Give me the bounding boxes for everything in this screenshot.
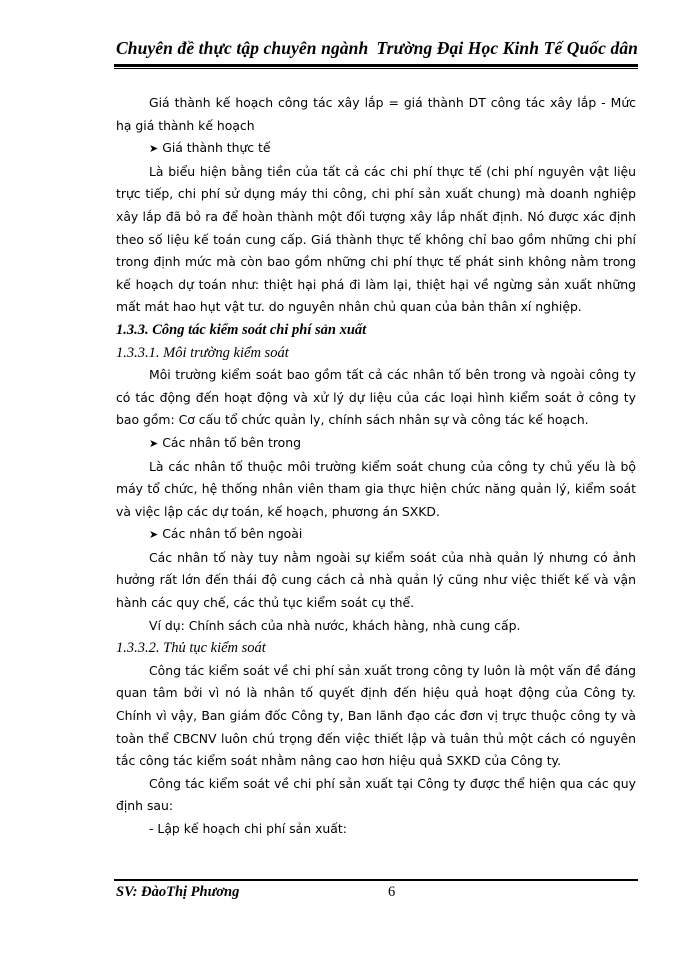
paragraph-external-factors: Các nhân tố này tuy nằm ngoài sự kiểm soát của nhà quản lý nhưng có ảnh hưởng rất lớn đến thái độ cung cách cả nhà quản lý cũng như việc thiết kế và vận hành các quy chế, các thủ tục kiểm soát cụ thể. [116, 549, 636, 611]
bullet-label: Các nhân tố bên ngoài [162, 526, 303, 542]
header-rule-thin [114, 68, 638, 69]
subsection-heading-control-environment: 1.3.3.1. Môi trường kiểm soát [116, 344, 289, 361]
arrow-bullet-icon: ➤ [149, 528, 159, 542]
bullet-actual-cost [116, 137, 636, 161]
page-header [116, 38, 640, 62]
paragraph-cost-planning: - Lập kế hoạch chi phí sản xuất: [149, 821, 347, 836]
footer-rule [114, 879, 638, 881]
paragraph-internal-factors: Là các nhân tố thuộc môi trường kiểm soát chung của công ty chủ yếu là bộ máy tổ chức, hệ thống nhân viên tham gia thực hiện chức năng quản lý, kiểm soát và việc lập các dự toán, kế hoạch, phương án SXKD. [116, 458, 636, 519]
paragraph-regulations-intro: Công tác kiểm soát về chi phí sản xuất tại Công ty được thể hiện qua các quy định sau: [116, 775, 636, 814]
section-heading-cost-control: 1.3.3. Công tác kiểm soát chi phí sản xuất [116, 321, 367, 338]
page-number: 6 [388, 884, 396, 900]
paragraph-control-procedures: Công tác kiểm soát về chi phí sản xuất trong công ty luôn là một vấn đề đáng quan tâm bởi vì nó là nhân tố quyết định đến hiệu quả hoạt động của Công ty. Chính vì vậy, Ban giám đốc Công ty, Ban lãnh đạo các đơn vị trực thuộc công ty và toàn thể CBCNV luôn chú trọng đến việc thiết lập và tuân thủ một cách có nguyên tắc công tác kiểm soát nhằm nâng cao hơn hiệu quả SXKD của Công ty. [116, 662, 636, 769]
bullet-external-factors [116, 523, 636, 547]
bullet-label: Giá thành thực tế [162, 140, 271, 156]
header-rule-thick [114, 64, 638, 67]
header-report-title: Chuyên đề thực tập chuyên ngành [116, 38, 369, 58]
paragraph-example: Ví dụ: Chính sách của nhà nước, khách hàng, nhà cung cấp. [149, 617, 521, 633]
bullet-internal-factors [116, 432, 636, 456]
subsection-heading-control-procedures: 1.3.3.2. Thủ tục kiểm soát [116, 640, 266, 657]
paragraph-control-environment: Môi trường kiểm soát bao gồm tất cả các nhân tố bên trong và ngoài công ty có tác động đến hoạt động và xử lý dự liệu của các loại hình kiểm soát ở công ty bao gồm: Cơ cấu tổ chức quản ly, chính sách nhân sự và công tác kế hoạch. [116, 367, 636, 428]
paragraph-actual-cost: Là biểu hiện bằng tiền của tất cả các chi phí thực tế (chi phí nguyên vật liệu trực tiếp, chi phí sử dụng máy thi công, chi phí sản xuất chung) mà doanh nghiệp xây lắp đã bỏ ra để hoàn thành một đối tượng xây lắp nhất định. Nó được xác định theo số liệu kế toán cung cấp. Giá thành thực tế không chỉ bao gồm những chi phí trong định mức mà còn bao gồm những chi phí thực tế phát sinh không nằm trong kế hoạch dự toán như: thiệt hại phá đi làm lại, thiệt hại về ngừng sản xuất những mất mát hao hụt vật tư. do nguyên nhân chủ quan của bản thân xí nghiệp. [116, 163, 636, 315]
arrow-bullet-icon: ➤ [149, 436, 159, 450]
bullet-label: Các nhân tố bên trong [162, 434, 301, 450]
page-footer [116, 884, 640, 906]
header-university-name: Trường Đại Học Kinh Tế Quốc dân [376, 38, 638, 58]
arrow-bullet-icon: ➤ [149, 142, 159, 156]
document-body [116, 92, 636, 841]
footer-student-name: SV: ĐàoThị Phương [116, 884, 240, 900]
paragraph-planned-cost-formula: Giá thành kế hoạch công tác xây lắp = giá thành DT công tác xây lắp - Mức hạ giá thành kế hoạch [116, 95, 636, 133]
